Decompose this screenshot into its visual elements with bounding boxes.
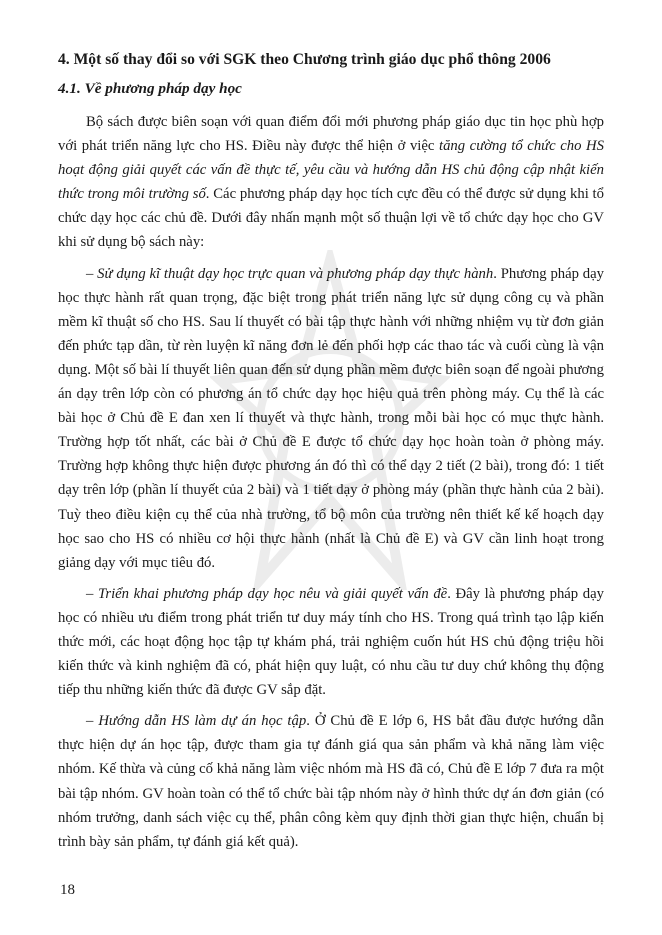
page-number: 18: [60, 882, 75, 898]
paragraph-intro: Bộ sách được biên soạn với quan điểm đổi mới phương pháp giáo dục tin học phù hợp với phát triển năng lực cho HS. Điều này được thể hiện ở việc tăng cường tổ chức cho HS hoạt động giải quyết các vấn đề thực tế, yêu cầu và hướng dẫn HS chủ động cập nhật kiến thức trong môi trường số. Các phương pháp dạy học tích cực đều có thể được sử dụng khi tổ chức dạy học các chủ đề. Dưới đây nhấn mạnh một số thuận lợi về tổ chức dạy học cho GV khi sử dụng bộ sách này:: [58, 114, 604, 251]
paragraph-projects: – Hướng dẫn HS làm dự án học tập. Ở Chủ đề E lớp 6, HS bắt đầu được hướng dẫn thực hiện dự án học tập, được tham gia tự đánh giá qua sản phẩm và khả năng làm việc nhóm. Kế thừa và củng cố khả năng làm việc nhóm mà HS đã có, Chủ đề E lớp 7 đưa ra một bài tập nhóm. GV hoàn toàn có thể tổ chức bài tập nhóm này ở hình thức dự án đơn giản (có nhóm trưởng, danh sách việc cụ thể, phân công kèm quy định thời gian thực hiện, chuẩn bị trình bày sản phẩm, tự đánh giá kết quả).: [58, 713, 604, 850]
paragraph-problem-solving: – Triển khai phương pháp dạy học nêu và giải quyết vấn đề. Đây là phương pháp dạy học có nhiều ưu điểm trong phát triển tư duy máy tính cho HS. Trong quá trình tạo lập kiến thức mới, các hoạt động học tập tự khám phá, trải nghiệm cuốn hút HS chủ động triệu hồi kiến thức và kinh nghiệm đã có, phát hiện quy luật, có nhu cầu tư duy chứ không thụ động tiếp thu những kiến thức đã được GV sắp đặt.: [58, 585, 605, 699]
section-heading: 4. Một số thay đổi so với SGK theo Chương trình giáo dục phổ thông 2006: [58, 51, 551, 68]
subsection-heading: 4.1. Về phương pháp dạy học: [58, 80, 242, 97]
page-content: [58, 50, 604, 861]
paragraph-visual-practice: – Sử dụng kĩ thuật dạy học trực quan và phương pháp dạy thực hành. Phương pháp dạy học thực hành rất quan trọng, đặc biệt trong phát triển năng lực sử dụng công cụ và phần mềm kĩ thuật số cho HS. Sau lí thuyết có bài tập thực hành với những nhiệm vụ từ đơn giản đến phức tạp dần, từ rèn luyện kĩ năng đơn lẻ đến phối hợp các thao tác và cuối cùng là vận dụng. Một số bài lí thuyết liên quan đến sử dụng phần mềm được biên soạn để ngoài phương án dạy trên lớp còn có phương án tổ chức dạy học hiệu quả trên phòng máy. Cụ thể là các bài học ở Chủ đề E đan xen lí thuyết và thực hành, trong mỗi bài học có mục thực hành. Trường hợp tốt nhất, các bài ở Chủ đề E được tổ chức dạy học hoàn toàn ở phòng máy. Trường hợp không thực hiện được phương án đó thì có thể dạy 2 tiết (2 bài), trong đó: 1 tiết dạy trên lớp (phần lí thuyết của 2 bài) và 1 tiết dạy ở phòng máy (phần thực hành của 2 bài). Tuỳ theo điều kiện cụ thể của nhà trường, tổ bộ môn của trường nên thiết kế kế hoạch dạy học sao cho HS có nhiều cơ hội thực hành (nhất là Chủ đề E) và GV cần linh hoạt trong giảng dạy với mục tiêu đó.: [58, 265, 605, 571]
